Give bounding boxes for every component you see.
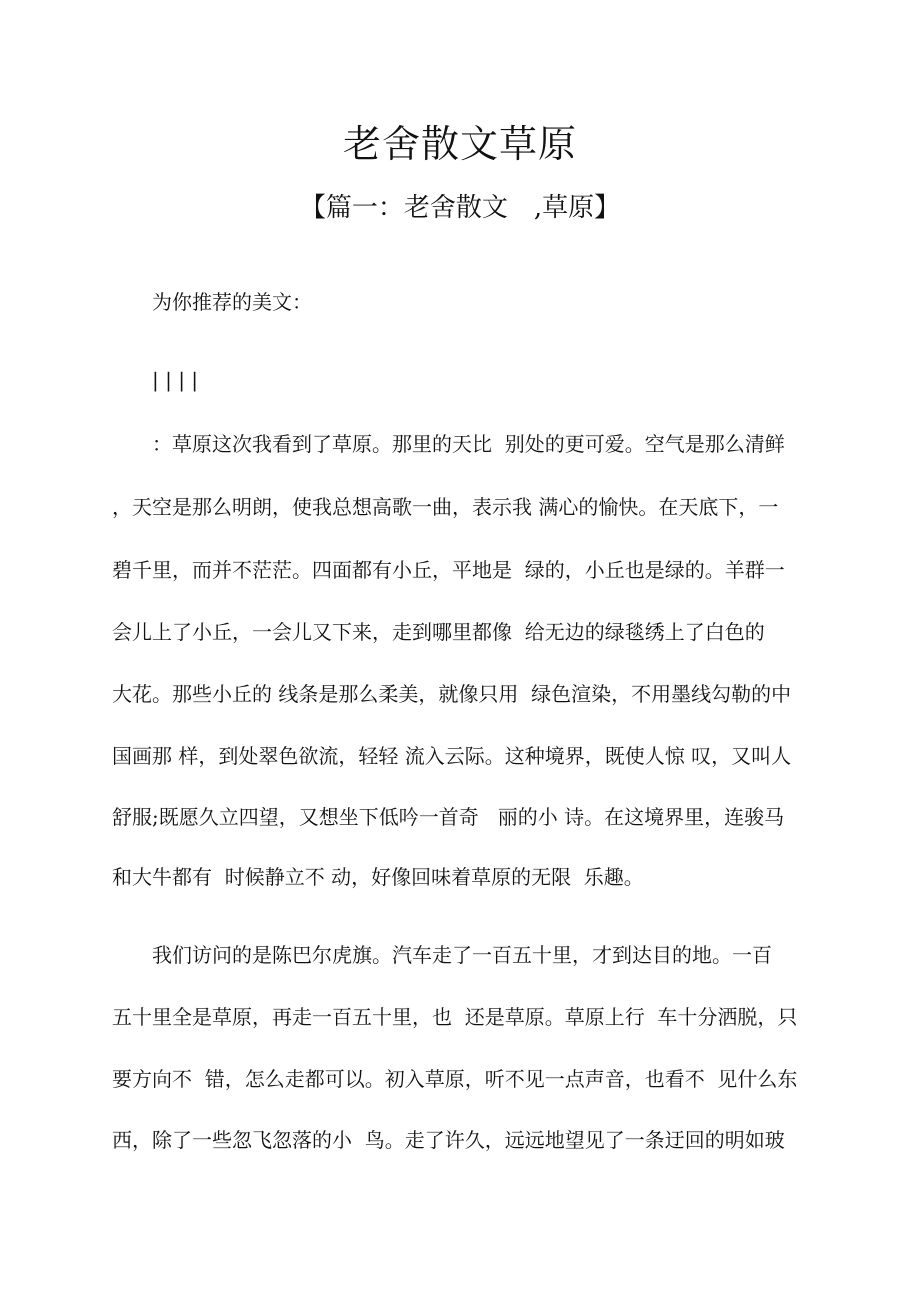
paragraph-1-line: ，天空是那么明朗，使我总想高歌一曲，表示我 满心的愉快。在天底下，一 <box>112 495 779 519</box>
intro-text: 为你推荐的美文： <box>152 290 312 314</box>
paragraph-1-line: 大花。那些小丘的 线条是那么柔美，就像只用 绿色渲染，不用墨线勾勒的中 <box>112 682 792 706</box>
page-subtitle: 【篇一：老舍散文 ,草原】 <box>299 193 621 223</box>
paragraph-1-line: 和大牛都有 时候静立不 动，好像回味着草原的无限 乐趣。 <box>112 865 644 889</box>
paragraph-1-line: 舒服;既愿久立四望，又想坐下低吟一首奇 丽的小 诗。在这境界里，连骏马 <box>112 805 785 829</box>
page-title: 老舍散文草原 <box>342 122 577 166</box>
separator-bars: | | | | <box>152 368 199 392</box>
paragraph-1-line: 国画那 样，到处翠色欲流，轻轻 流入云际。这种境界，既使人惊 叹，又叫人 <box>112 744 792 768</box>
paragraph-2-line: 西，除了一些忽飞忽落的小 鸟。走了许久，远远地望见了一条迂回的明如玻 <box>112 1128 785 1152</box>
paragraph-2-line: 五十里全是草原，再走一百五十里，也 还是草原。草原上行 车十分洒脱，只 <box>112 1005 798 1029</box>
paragraph-2-line: 我们访问的是陈巴尔虎旗。汽车走了一百五十里，才到达目的地。一百 <box>152 943 772 967</box>
paragraph-2-line: 要方向不 错，怎么走都可以。初入草原，听不见一点声音，也看不 见什么东 <box>112 1067 798 1091</box>
paragraph-1-line: 会儿上了小丘，一会儿又下来，走到哪里都像 给无边的绿毯绣上了白色的 <box>112 620 765 644</box>
paragraph-1-line: 碧千里，而并不茫茫。四面都有小丘，平地是 绿的，小丘也是绿的。羊群一 <box>112 558 785 582</box>
paragraph-1-line: ：草原这次我看到了草原。那里的天比 别处的更可爱。空气是那么清鲜 <box>152 432 785 456</box>
